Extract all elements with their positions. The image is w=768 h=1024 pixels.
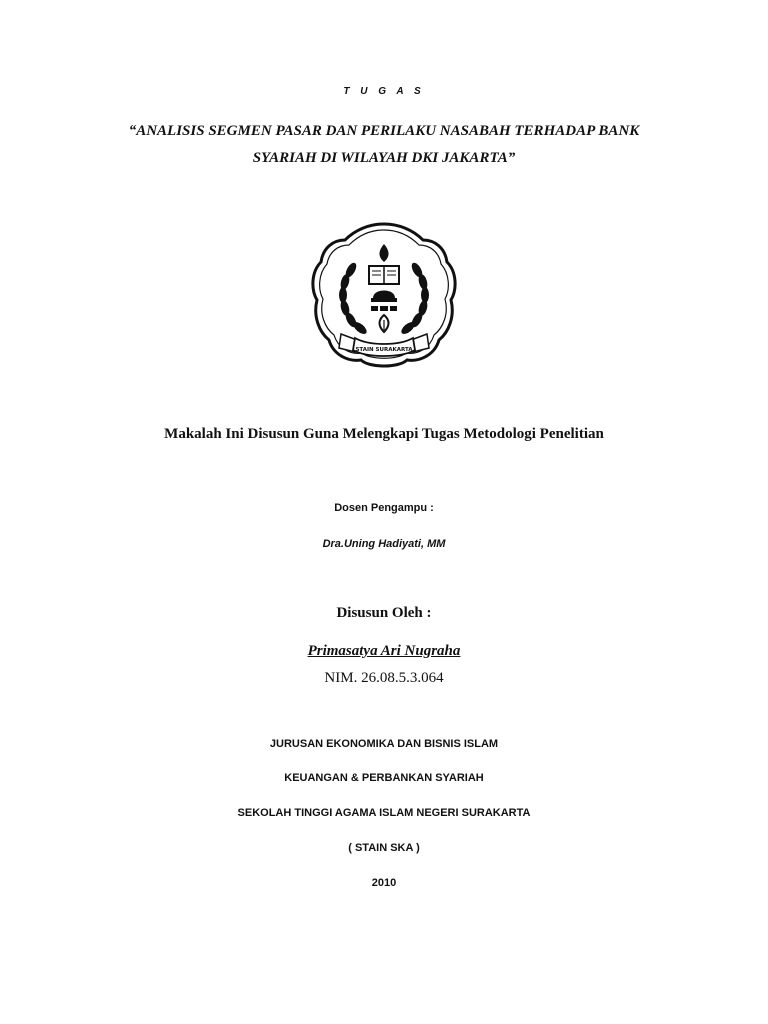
document-year: 2010 xyxy=(371,877,397,889)
document-title-line-2: SYARIAH DI WILAYAH DKI JAKARTA” xyxy=(252,150,516,166)
stain-surakarta-emblem-icon xyxy=(311,220,457,370)
institution-abbreviation: ( STAIN SKA ) xyxy=(348,842,420,854)
author-nim: NIM. 26.08.5.3.064 xyxy=(324,670,444,686)
author-name-line xyxy=(0,643,768,660)
author-name: Primasatya Ari Nugraha xyxy=(307,643,461,659)
institution-department: JURUSAN EKONOMIKA DAN BISNIS ISLAM xyxy=(269,738,499,750)
logo-ribbon-text: STAIN SURAKARTA xyxy=(355,347,413,353)
document-title-line-1: “ANALISIS SEGMEN PASAR DAN PERILAKU NASABAH TERHADAP BANK xyxy=(128,123,640,139)
institution-school: SEKOLAH TINGGI AGAMA ISLAM NEGERI SURAKARTA xyxy=(237,807,531,819)
document-heading: T U G A S xyxy=(343,86,425,97)
lecturer-name: Dra.Uning Hadiyati, MM xyxy=(322,538,446,550)
lecturer-label: Dosen Pengampu : xyxy=(334,502,434,514)
document-purpose: Makalah Ini Disusun Guna Melengkapi Tugas Metodologi Penelitian xyxy=(164,426,604,442)
institution-program: KEUANGAN & PERBANKAN SYARIAH xyxy=(284,772,484,784)
author-label: Disusun Oleh : xyxy=(336,605,432,621)
